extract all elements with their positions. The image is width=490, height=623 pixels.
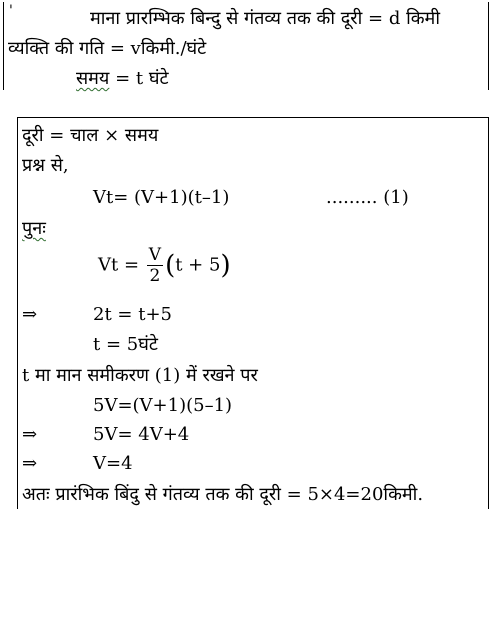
distance-formula: दूरी = चाल × समय: [22, 125, 159, 146]
equation-1-reference: ......... (1): [326, 187, 409, 208]
header-line-3-rest: = t घंटे: [109, 68, 169, 89]
implies-arrow-2: ⇒: [22, 424, 38, 445]
header-line-3-word: समय: [76, 68, 110, 89]
header-line-2: व्यक्ति की गति = vकिमी./घंटे: [8, 38, 207, 59]
close-paren: ): [220, 250, 231, 281]
fraction-v-over-2: [147, 246, 163, 285]
equation-5: 5V=(V+1)(5–1): [93, 395, 233, 416]
equation-1: Vt= (V+1)(t–1): [93, 187, 230, 208]
header-right-border: [488, 2, 489, 90]
header-left-border: [3, 2, 4, 90]
equation-6: 5V= 4V+4: [93, 424, 190, 445]
implies-arrow-3: ⇒: [22, 453, 38, 474]
equation-2-inner: t + 5: [175, 254, 221, 276]
fraction-denominator: 2: [149, 266, 161, 286]
equation-2-lhs: Vt =: [98, 254, 140, 276]
solution-top-border: [17, 117, 489, 118]
header-line-3: [76, 70, 169, 88]
open-paren: (: [165, 250, 176, 281]
header-bullet: ': [9, 3, 13, 19]
solution-left-border: [17, 117, 18, 509]
substitute-line: t मा मान समीकरण (1) में रखने पर: [22, 365, 258, 386]
from-question-label: प्रश्न से,: [22, 155, 69, 176]
fraction-numerator: V: [148, 245, 162, 265]
equation-3: 2t = t+5: [93, 304, 172, 325]
equation-7: V=4: [93, 453, 133, 474]
implies-arrow-1: ⇒: [22, 304, 38, 325]
again-label: पुनः: [22, 218, 46, 239]
equation-4: t = 5घंटे: [93, 334, 158, 355]
solution-right-border: [488, 117, 489, 509]
conclusion-line: अतः प्रारंभिक बिंदु से गंतव्य तक की दूरी = 5×4=20किमी.: [22, 484, 424, 505]
header-line-1: माना प्रारम्भिक बिन्दु से गंतव्य तक की दूरी = d किमी: [90, 8, 440, 29]
equation-2: [98, 246, 231, 285]
